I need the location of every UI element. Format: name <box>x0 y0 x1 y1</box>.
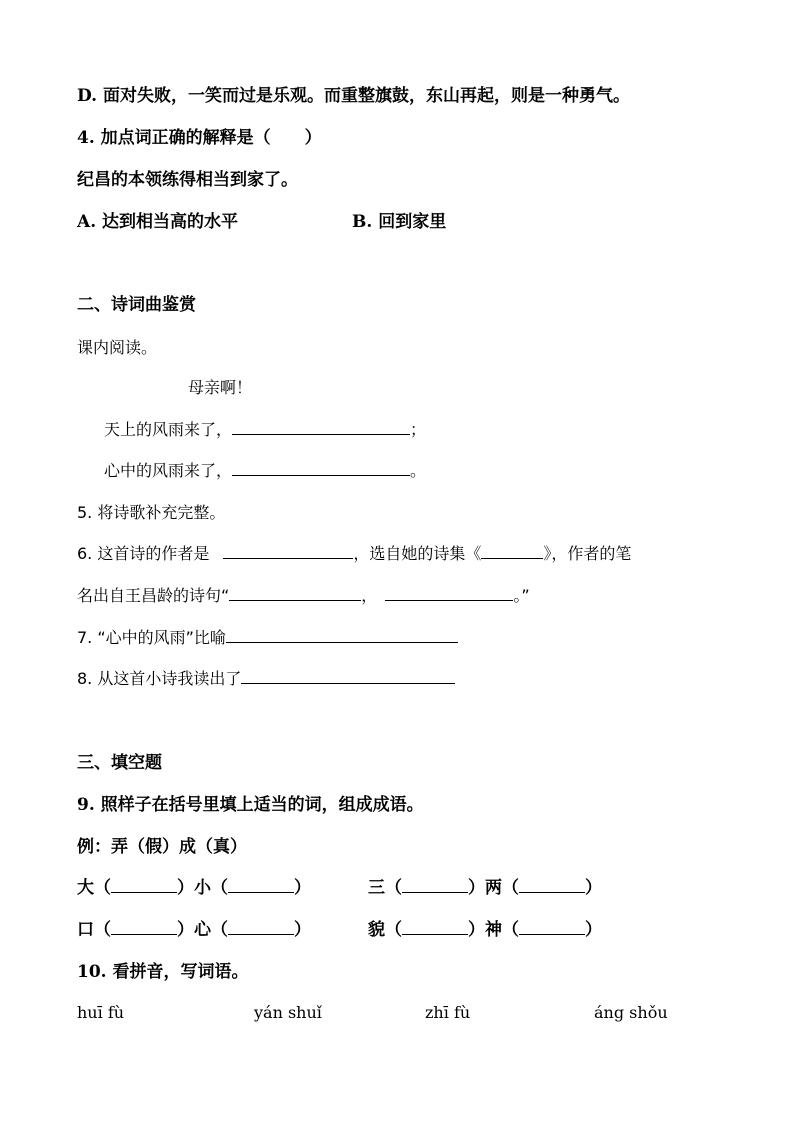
question-4-sentence: 纪昌的本领练得相当到家了。 <box>77 170 298 190</box>
question-8-blank[interactable] <box>241 667 455 684</box>
question-7-blank[interactable] <box>226 626 458 643</box>
idiom-blank[interactable] <box>111 918 177 935</box>
idiom-row-2-item-2: 貌（ ）神（ ） <box>368 920 602 940</box>
author-blank[interactable] <box>223 542 353 559</box>
idiom-blank[interactable] <box>402 918 468 935</box>
question-9-example: 例：弄（假）成（真） <box>77 837 247 857</box>
idiom-blank[interactable] <box>228 918 294 935</box>
question-5: 5. 将诗歌补充完整。 <box>77 503 226 522</box>
poem-line-2-blank[interactable] <box>232 459 410 476</box>
question-6-line-2 <box>77 584 530 608</box>
question-6-line-2-part-2: ， <box>361 586 378 605</box>
question-8-text: 8. 从这首小诗我读出了 <box>77 669 242 688</box>
poem-verse-blank-2[interactable] <box>385 584 513 601</box>
question-4-option-a: A. 达到相当高的水平 <box>77 212 239 232</box>
question-10-title: 10. 看拼音，写词语。 <box>77 962 249 982</box>
question-8 <box>77 667 455 691</box>
poem-line-1-text: 天上的风雨来了， <box>104 420 233 439</box>
poem-verse-blank-1[interactable] <box>229 584 361 601</box>
pinyin-3: zhī fù <box>425 1003 471 1022</box>
pinyin-4: áng shǒu <box>594 1003 668 1022</box>
question-7-text: 7. “心中的风雨”比喻 <box>77 628 226 647</box>
poem-line-1 <box>104 418 426 442</box>
question-6-line-2-part-1: 名出自王昌龄的诗句“ <box>77 586 230 605</box>
question-4-title: 4. 加点词正确的解释是（ ） <box>77 128 322 148</box>
reading-intro: 课内阅读。 <box>77 338 158 357</box>
question-6-line-2-part-3: 。” <box>513 586 530 605</box>
section-2-heading: 二、诗词曲鉴赏 <box>77 295 196 315</box>
poem-line-2-end: 。 <box>410 461 427 480</box>
question-9-title: 9. 照样子在括号里填上适当的词，组成成语。 <box>77 795 424 815</box>
option-d: D. 面对失败，一笑而过是乐观。而重整旗鼓，东山再起，则是一种勇气。 <box>77 86 630 106</box>
pinyin-1: huī fù <box>77 1003 125 1022</box>
idiom-blank[interactable] <box>402 876 468 893</box>
question-6-part-1: 6. 这首诗的作者是 <box>77 544 210 563</box>
poem-line-2 <box>104 459 426 483</box>
poem-line-1-blank[interactable] <box>232 418 410 435</box>
section-3-heading: 三、填空题 <box>77 753 162 773</box>
idiom-blank[interactable] <box>228 876 294 893</box>
question-6-part-2: ，选自她的诗集《 <box>353 544 482 563</box>
question-7 <box>77 626 458 650</box>
question-4-option-b: B. 回到家里 <box>352 212 447 232</box>
poem-title: 母亲啊！ <box>188 378 253 397</box>
idiom-row-1-item-1: 大（ ）小（ ） <box>77 878 311 898</box>
question-6-part-3: 》，作者的笔 <box>543 544 632 563</box>
idiom-row-2-item-1: 口（ ）心（ ） <box>77 920 311 940</box>
idiom-row-1-item-2: 三（ ）两（ ） <box>368 878 602 898</box>
collection-blank[interactable] <box>481 542 543 559</box>
idiom-blank[interactable] <box>519 876 585 893</box>
idiom-blank[interactable] <box>111 876 177 893</box>
poem-line-2-text: 心中的风雨来了， <box>104 461 233 480</box>
question-6-line-1 <box>77 542 631 566</box>
poem-line-1-end: ； <box>410 420 427 439</box>
idiom-blank[interactable] <box>519 918 585 935</box>
pinyin-2: yán shuǐ <box>254 1003 322 1022</box>
